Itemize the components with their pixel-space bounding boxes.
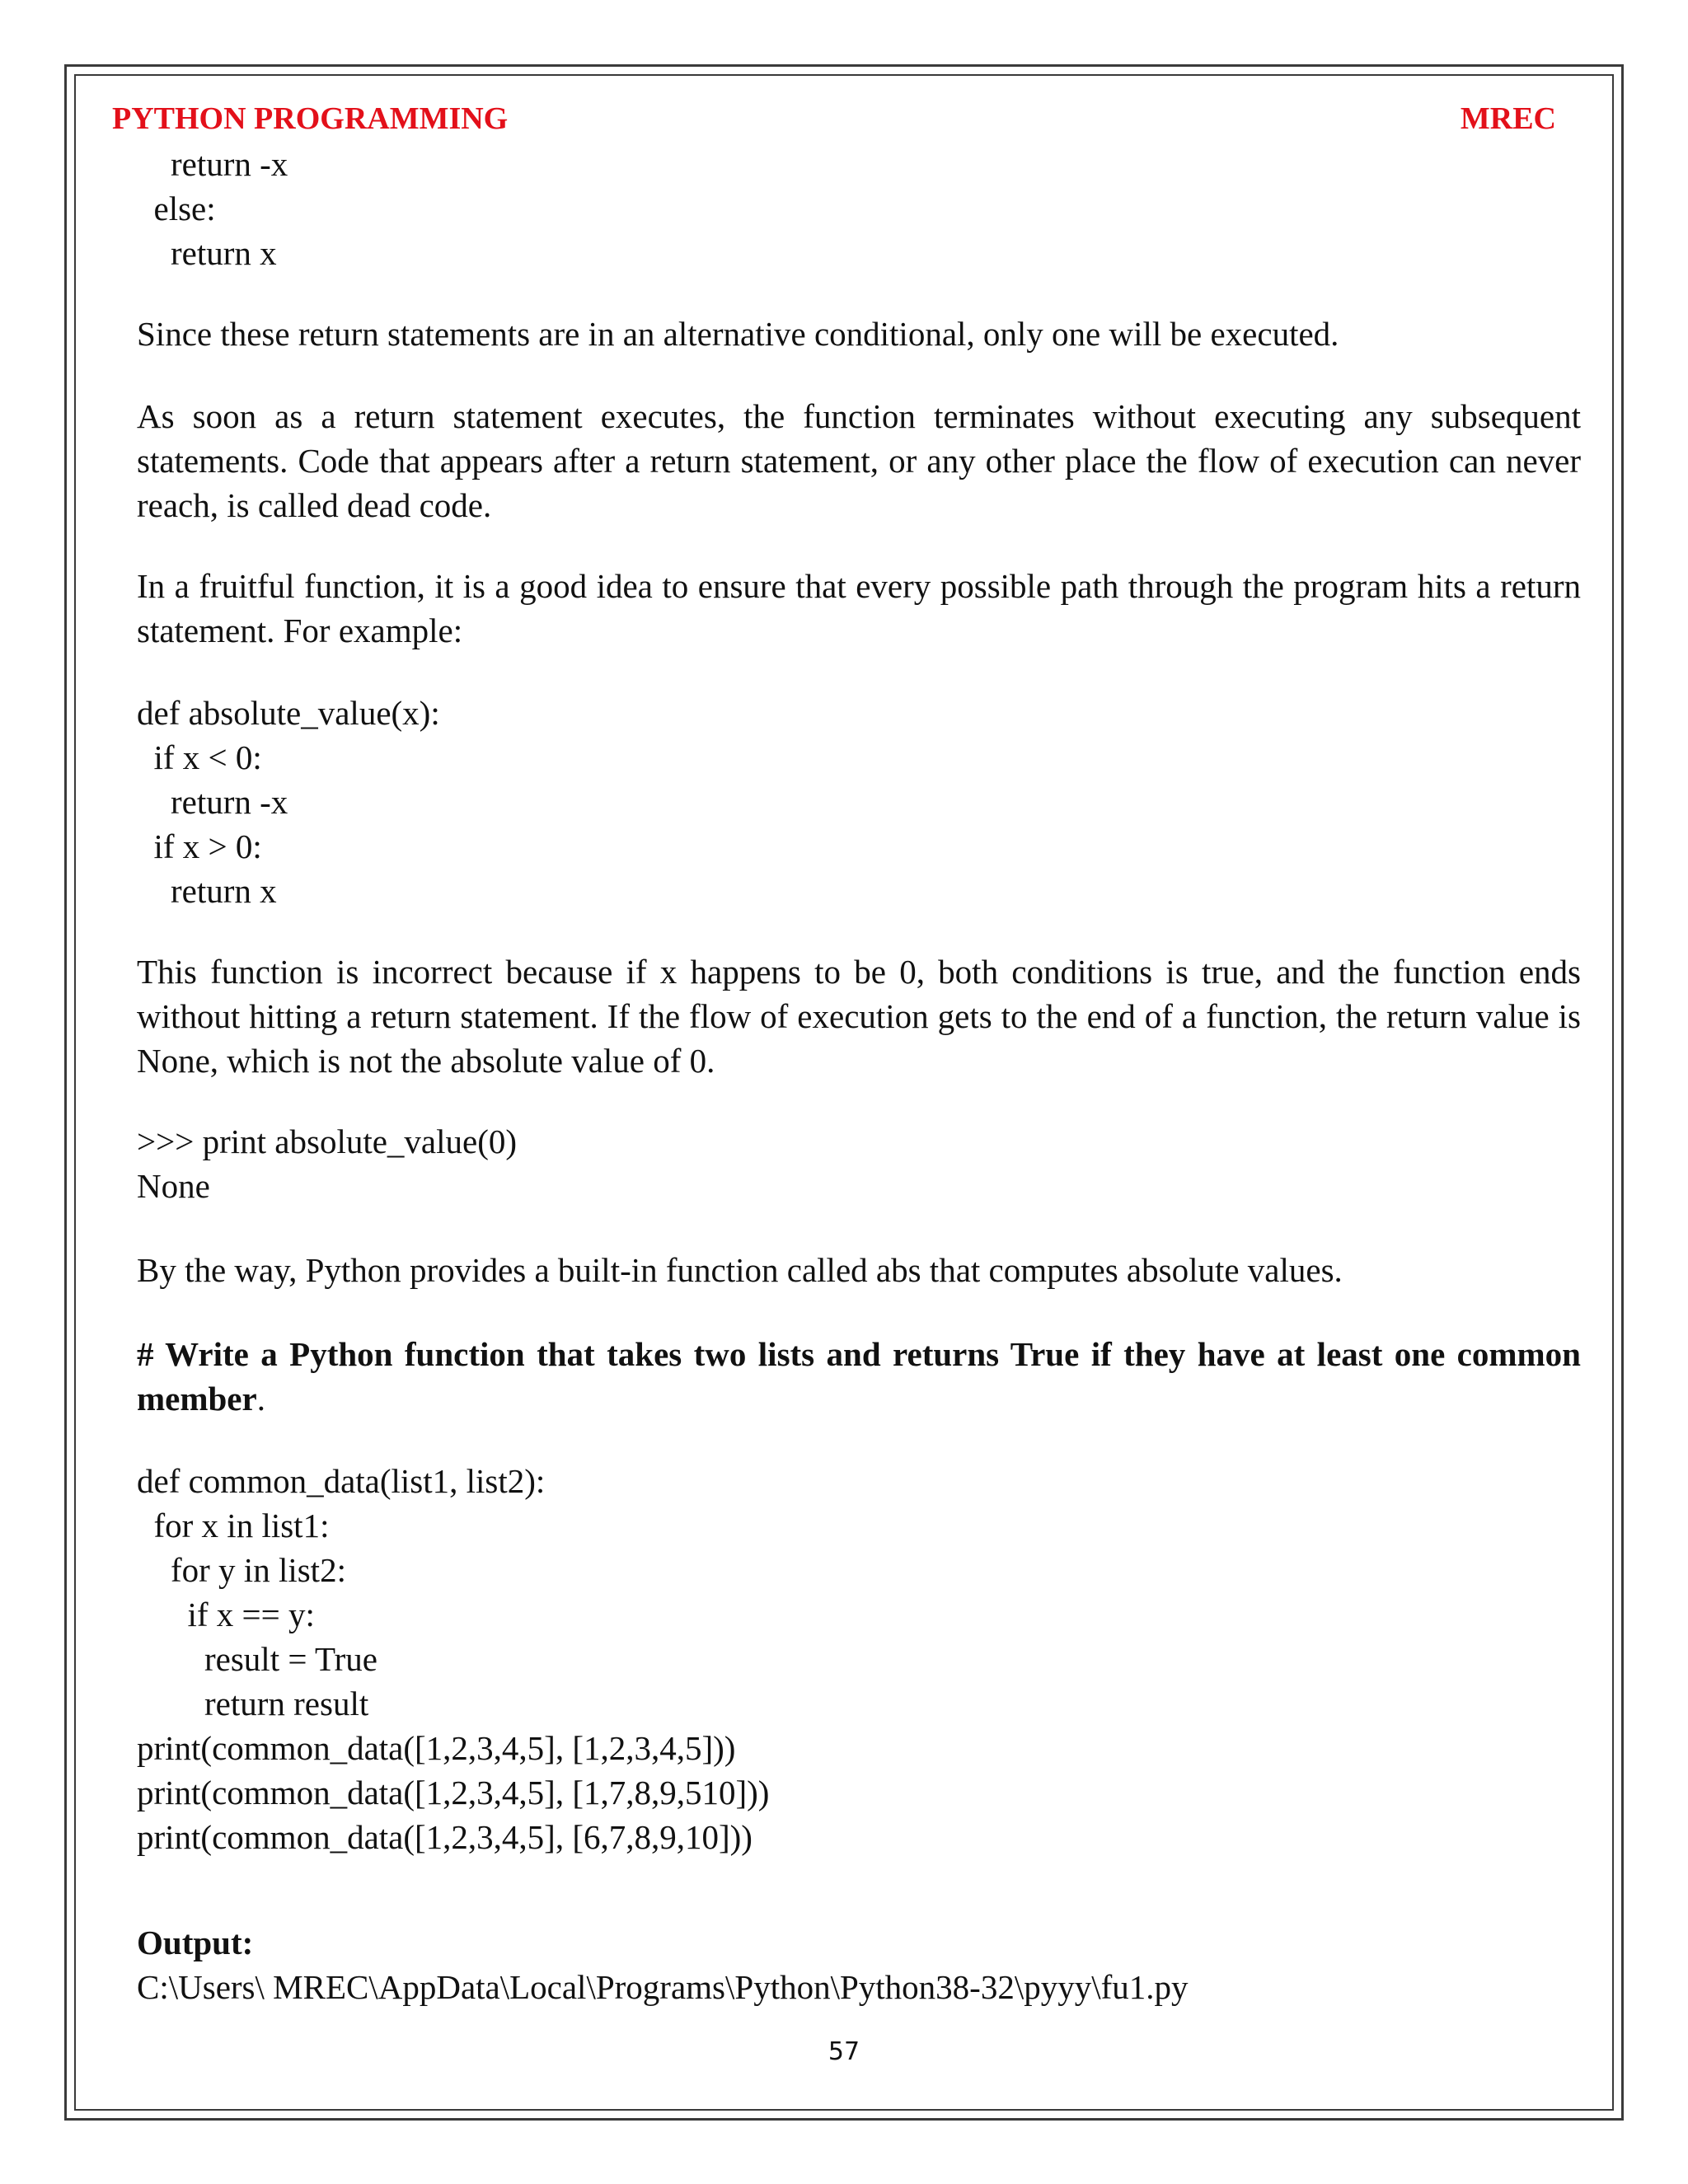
code-block-absolute-value <box>137 691 1581 913</box>
paragraph-abs-builtin: By the way, Python provides a built-in function called abs that computes absolute values. <box>137 1251 1343 1289</box>
code-line: for x in list1: <box>137 1507 330 1544</box>
code-line: def absolute_value(x): <box>137 694 440 732</box>
code-line: if x > 0: <box>137 827 262 865</box>
code-line: >>> print absolute_value(0) <box>137 1122 518 1160</box>
output-section <box>137 1920 1581 2009</box>
paragraph-incorrect-function: This function is incorrect because if x happens to be 0, both conditions is true, and the function ends without hitting a return statement. If the flow of execution gets to the end of a function, the return value is None, which is not the absolute value of 0. <box>137 953 1581 1080</box>
paragraph-dead-code: As soon as a return statement executes, the function terminates without executing any subsequent statements. Code that appears after a return statement, or any other place the flow of execution can never reach, is called dead code. <box>137 397 1581 524</box>
code-line: return -x <box>137 145 288 183</box>
code-line: if x == y: <box>137 1596 315 1633</box>
code-block-return-else <box>137 142 1581 275</box>
code-block-common-data <box>137 1459 1581 1859</box>
output-path: C:\Users\ MREC\AppData\Local\Programs\Python\Python38-32\pyyy\fu1.py <box>137 1968 1189 2006</box>
header-course-title: PYTHON PROGRAMMING <box>112 101 509 136</box>
page-number: 57 <box>828 2037 860 2066</box>
code-line: def common_data(list1, list2): <box>137 1462 546 1500</box>
paragraph-alternative-conditional: Since these return statements are in an alternative conditional, only one will be executed. <box>137 315 1339 353</box>
output-label: Output: <box>137 1924 254 1961</box>
exercise-heading-period: . <box>256 1380 265 1418</box>
code-line: return -x <box>137 783 288 821</box>
code-line: if x < 0: <box>137 738 262 776</box>
code-block-print-absolute <box>137 1119 1581 1208</box>
code-line: print(common_data([1,2,3,4,5], [1,7,8,9,510])) <box>137 1774 770 1811</box>
code-line: result = True <box>137 1640 377 1678</box>
header-institution: MREC <box>1460 101 1556 136</box>
code-line: print(common_data([1,2,3,4,5], [6,7,8,9,10])) <box>137 1818 753 1856</box>
exercise-heading <box>137 1332 1581 1421</box>
code-line: return result <box>137 1685 369 1722</box>
code-line: print(common_data([1,2,3,4,5], [1,2,3,4,5])) <box>137 1729 736 1767</box>
paragraph-fruitful-function: In a fruitful function, it is a good idea to ensure that every possible path through the program hits a return statement. For example: <box>137 567 1581 649</box>
code-line: return x <box>137 234 277 272</box>
code-line: for y in list2: <box>137 1551 346 1589</box>
exercise-heading-text: # Write a Python function that takes two lists and returns True if they have at least one common member <box>137 1335 1581 1418</box>
code-line: else: <box>137 190 216 227</box>
code-line: None <box>137 1167 210 1205</box>
code-line: return x <box>137 872 277 910</box>
